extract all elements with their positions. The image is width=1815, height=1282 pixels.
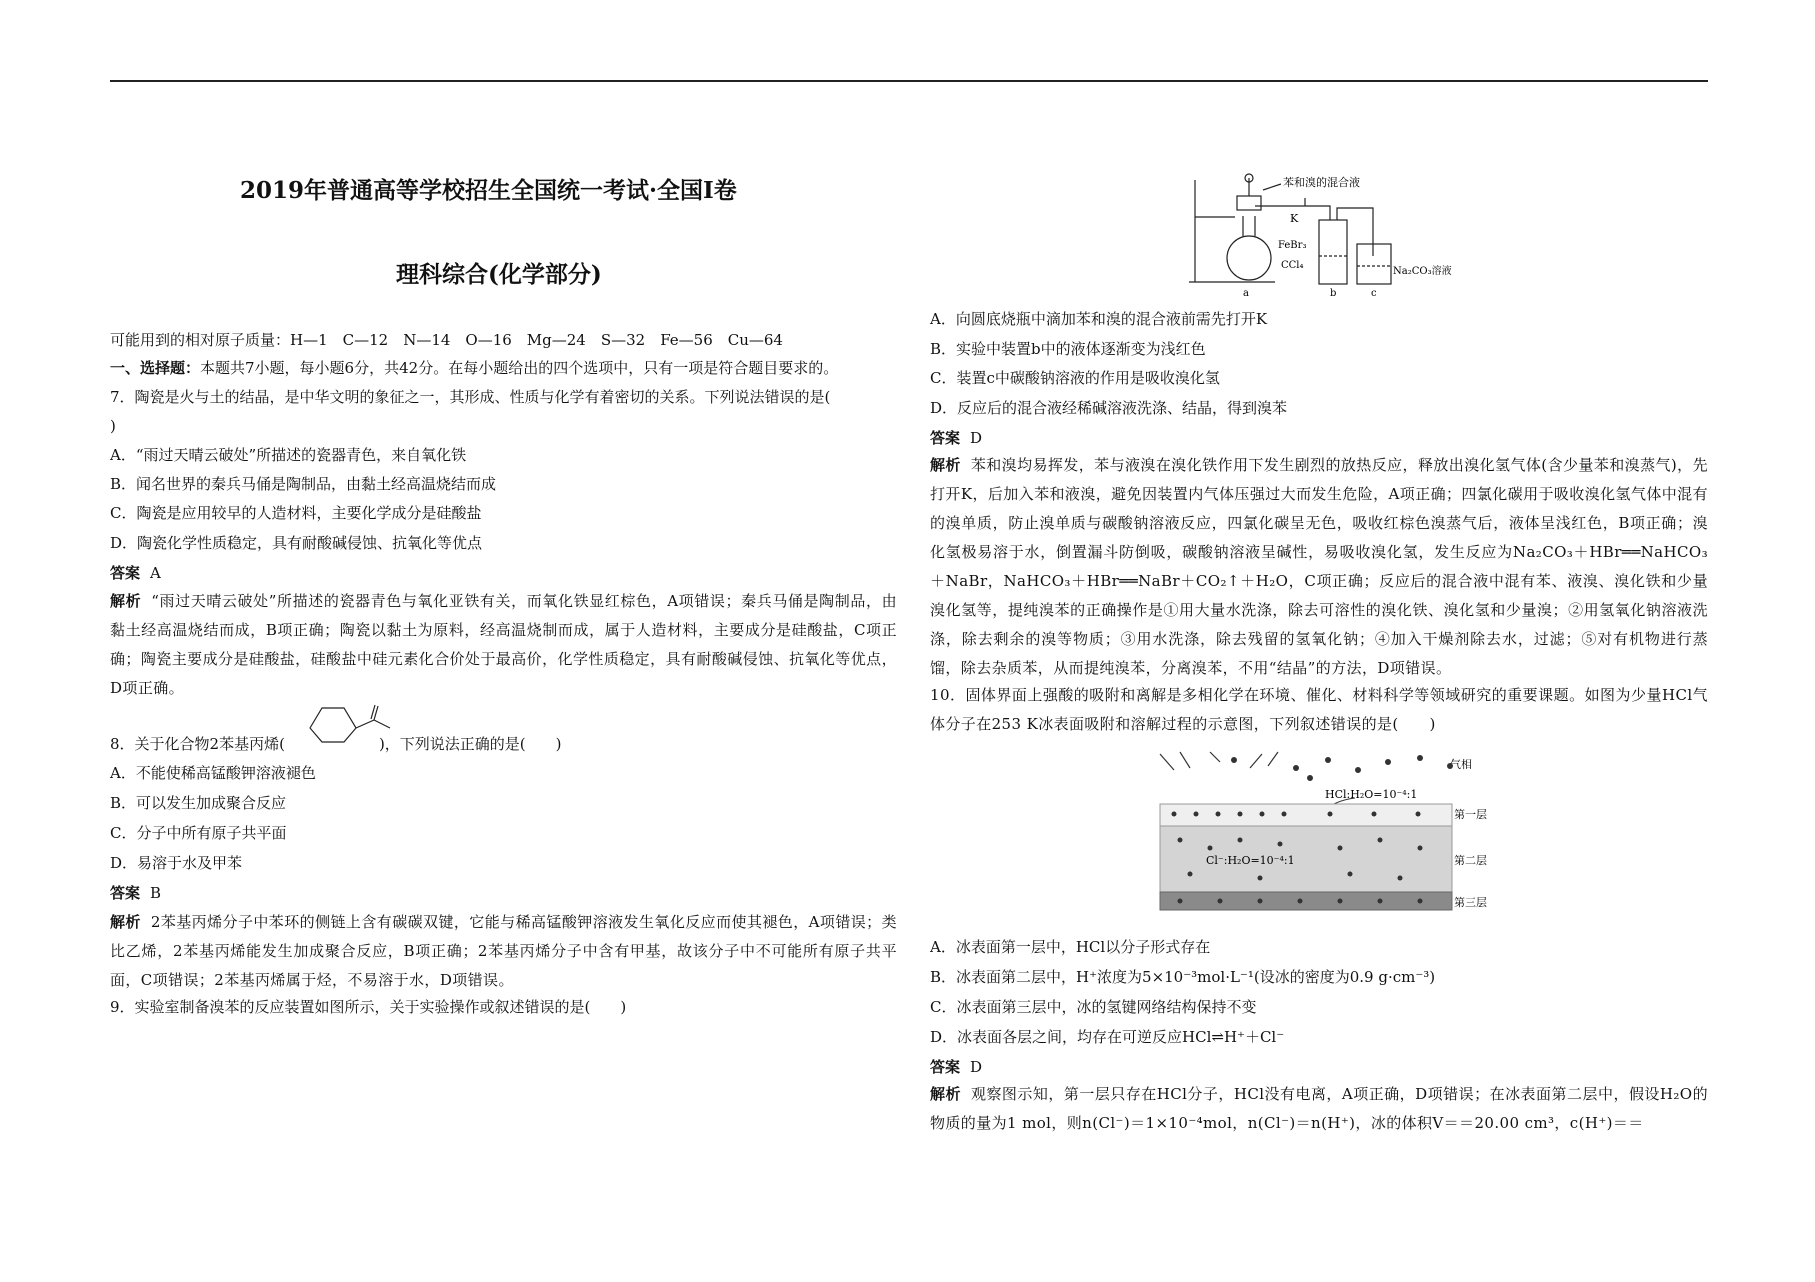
q10-option-c: C．冰表面第三层中，冰的氢键网络结构保持不变 [930,998,1257,1016]
fig-label-layer1: 第一层 [1454,808,1487,821]
q9-option-a: A．向圆底烧瓶中滴加苯和溴的混合液前需先打开K [930,310,1268,328]
q7-analysis: 解析 “雨过天晴云破处”所描述的瓷器青色与氧化亚铁有关，而氧化铁显红棕色，A项错误；秦兵马俑是陶制品，由黏土经高温烧结而成，B项正确；陶瓷以黏土为原料，经高温烧制而成，属于人造材料，主要成分是硅酸盐，C项正确；陶瓷主要成分是硅酸盐，硅酸盐中硅元素化合价处于最高价，化学性质稳定，具有耐酸碱侵蚀、抗氧化等优点，D项正确。 [110,592,897,697]
q8-option-d: D．易溶于水及甲苯 [110,854,243,872]
q10-option-b: B．冰表面第二层中，H⁺浓度为5×10⁻³mol·L⁻¹(设冰的密度为0.9 g·cm⁻³) [930,968,1436,986]
q10-stem: 10．固体界面上强酸的吸附和离解是多相化学在环境、催化、材料科学等领域研究的重要课题。如图为少量HCl气体分子在253 K冰表面吸附和溶解过程的示意图，下列叙述错误的是( ) [930,686,1708,733]
fig-label-k: K [1290,212,1299,225]
top-rule [110,80,1708,82]
fig-label-na2co3: Na₂CO₃溶液 [1393,266,1452,277]
q9-answer: 答案 D [930,429,983,447]
atomic-masses: 可能用到的相对原子质量：H—1 C—12 N—14 O—16 Mg—24 S—32 Fe—56 Cu—64 [110,331,783,349]
section-heading: 一、选择题：本题共7小题，每小题6分，共42分。在每小题给出的四个选项中，只有一项是符合题目要求的。 [110,359,839,377]
fig-label-a: a [1243,288,1249,298]
2-phenylpropene-structure [300,702,400,748]
fig-label-ratio2: Cl⁻:H₂O=10⁻⁴:1 [1206,854,1295,867]
q8-analysis: 解析 2苯基丙烯分子中苯环的侧链上含有碳碳双键，它能与稀高锰酸钾溶液发生氧化反应而使其褪色，A项错误；类比乙烯，2苯基丙烯能发生加成聚合反应，B项正确；2苯基丙烯分子中含有甲基，故该分子中不可能所有原子共平面，C项错误；2苯基丙烯属于烃，不易溶于水，D项错误。 [110,913,897,989]
fig-label-layer2: 第二层 [1454,854,1487,867]
fig-label-b: b [1330,288,1337,298]
fig-label-ratio1: HCl:H₂O=10⁻⁴:1 [1325,788,1418,801]
q9-stem: 9．实验室制备溴苯的反应装置如图所示，关于实验操作或叙述错误的是( ) [110,998,627,1016]
fig-label-febr3: FeBr₃ [1278,240,1307,251]
q10-answer: 答案 D [930,1058,983,1076]
q9-option-b: B．实验中装置b中的液体逐渐变为浅红色 [930,340,1206,358]
bromobenzene-apparatus-figure [1185,172,1455,298]
q7-stem: 7．陶瓷是火与土的结晶，是中华文明的象征之一，其形成、性质与化学有着密切的关系。下列说法错误的是( [110,388,831,406]
q10-option-d: D．冰表面各层之间，均存在可逆反应HCl⇌H⁺＋Cl⁻ [930,1028,1285,1046]
q7-option-c: C．陶瓷是应用较早的人造材料，主要化学成分是硅酸盐 [110,504,482,522]
q9-option-d: D．反应后的混合液经稀碱溶液洗涤、结晶，得到溴苯 [930,399,1288,417]
hcl-ice-surface-figure [1150,748,1500,916]
q7-option-b: B．闻名世界的秦兵马俑是陶制品，由黏土经高温烧结而成 [110,475,497,493]
q9-option-c: C．装置c中碳酸钠溶液的作用是吸收溴化氢 [930,369,1220,387]
fig-label-ccl4: CCl₄ [1281,260,1304,271]
fig-label-layer3: 第三层 [1454,896,1487,909]
q8-option-b: B．可以发生加成聚合反应 [110,794,287,812]
page-subtitle: 理科综合(化学部分) [396,261,602,288]
q8-answer: 答案 B [110,884,162,902]
q7-stem-end: ) [110,417,116,435]
q10-option-a: A．冰表面第一层中，HCl以分子形式存在 [930,938,1211,956]
q9-analysis: 解析 苯和溴均易挥发，苯与液溴在溴化铁作用下发生剧烈的放热反应，释放出溴化氢气体(含少量苯和溴蒸气)，先打开K，后加入苯和液溴，避免因装置内气体压强过大而发生危险，A项正确；四氯化碳用于吸收溴化氢气体中混有的溴单质，防止溴单质与碳酸钠溶液反应，四氯化碳呈无色，吸收红棕色溴蒸气后，液体呈浅红色，B项正确；溴化氢极易溶于水，倒置漏斗防倒吸，碳酸钠溶液呈碱性，易吸收溴化氢，发生反应为Na₂CO₃＋HBr══NaHCO₃＋NaBr，NaHCO₃＋HBr══NaBr＋CO₂↑＋H₂O，C项正确；反应后的混合液中混有苯、液溴、溴化铁和少量溴化氢等，提纯溴苯的正确操作是①用大量水洗涤，除去可溶性的溴化铁、溴化氢和少量溴；②用氢氧化钠溶液洗涤，除去剩余的溴等物质；③用水洗涤，除去残留的氢氧化钠；④加入干燥剂除去水，过滤；⑤对有机物进行蒸馏，除去杂质苯，从而提纯溴苯，分离溴苯，不用“结晶”的方法，D项错误。 [930,456,1708,677]
fig-label-mixture: 苯和溴的混合液 [1283,176,1360,189]
fig-label-c: c [1371,288,1377,298]
q7-option-d: D．陶瓷化学性质稳定，具有耐酸碱侵蚀、抗氧化等优点 [110,534,483,552]
q7-option-a: A．“雨过天晴云破处”所描述的瓷器青色，来自氧化铁 [110,446,467,464]
q8-option-a: A．不能使稀高锰酸钾溶液褪色 [110,764,316,782]
q8-option-c: C．分子中所有原子共平面 [110,824,287,842]
fig-label-gas: 气相 [1450,758,1472,771]
page-title: 2019年普通高等学校招生全国统一考试·全国Ⅰ卷 [240,177,737,204]
q10-analysis: 解析 观察图示知，第一层只存在HCl分子，HCl没有电离，A项正确，D项错误；在冰表面第二层中，假设H₂O的物质的量为1 mol，则n(Cl⁻)＝1×10⁻⁴mol，n(Cl⁻)＝n(H⁺)，冰的体积V＝＝20.00 cm³，c(H⁺)＝＝ [930,1085,1708,1132]
q8-stem: 8．关于化合物2苯基丙烯( )，下列说法正确的是( ) [110,735,562,753]
q7-answer: 答案 A [110,564,161,582]
